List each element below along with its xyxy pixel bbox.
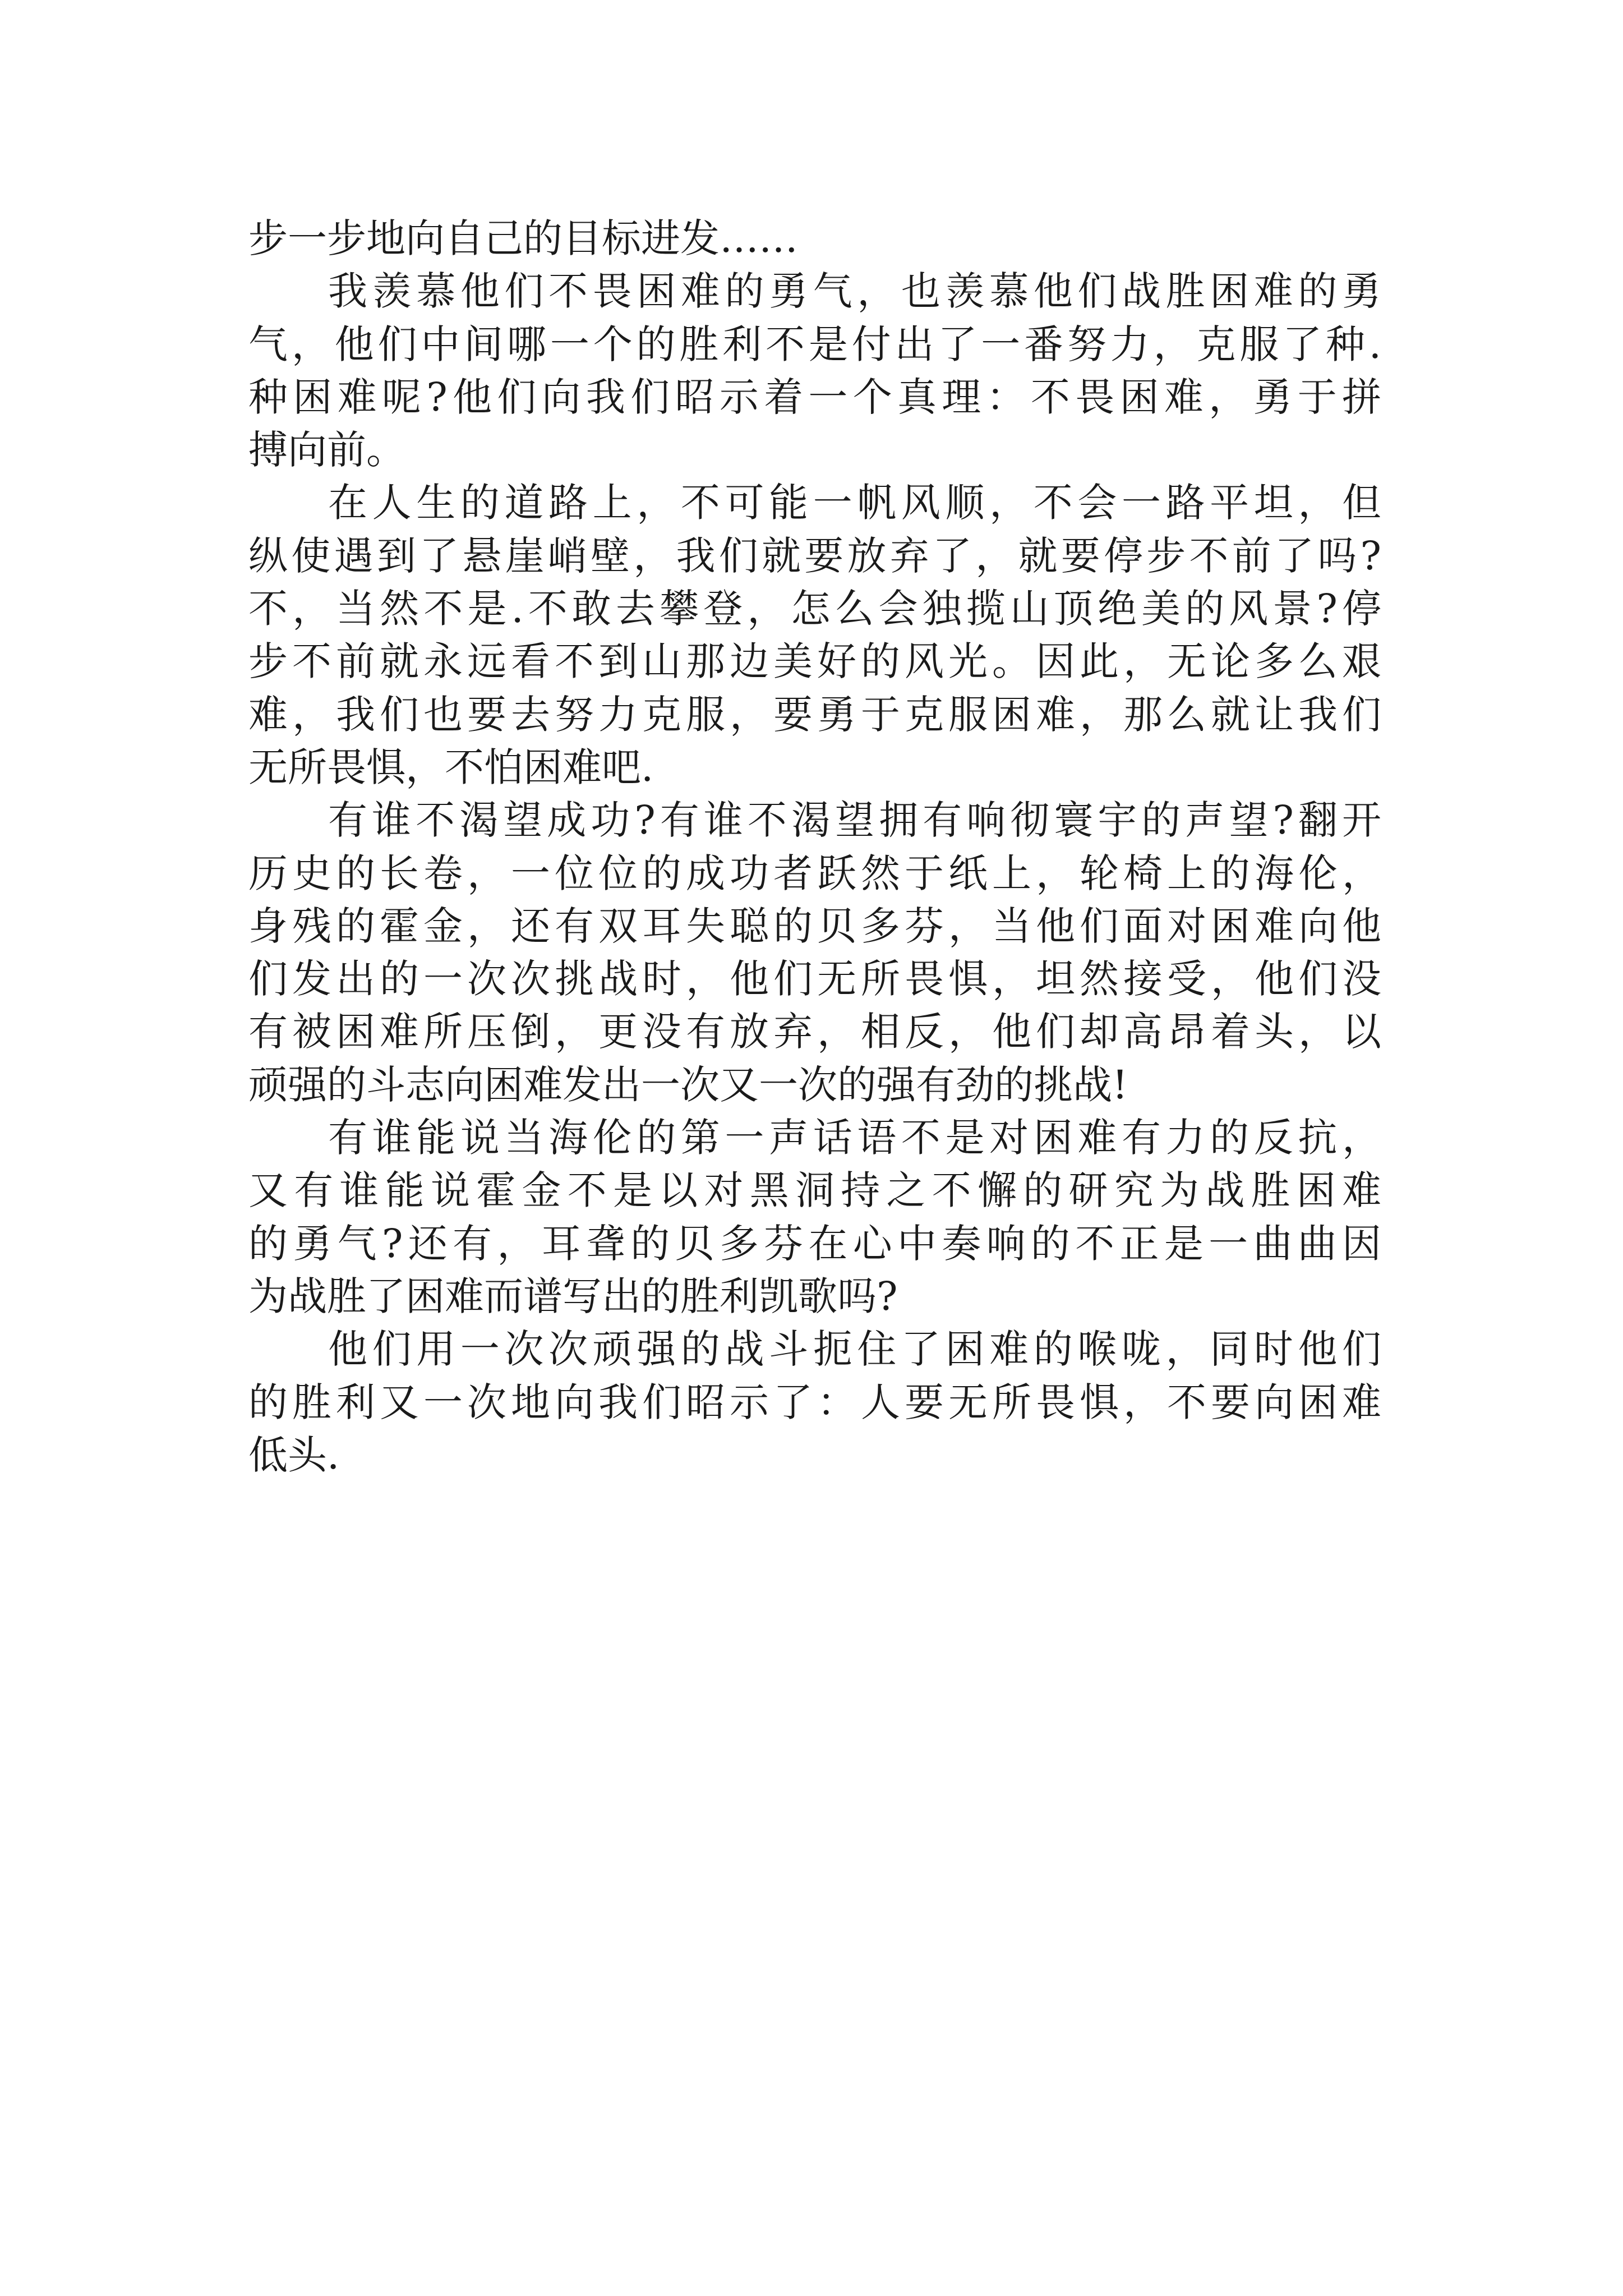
text-line: 又有谁能说霍金不是以对黑洞持之不懈的研究为战胜困难 (248, 1167, 1381, 1214)
paragraph-continuation (248, 212, 1381, 265)
paragraph (248, 1111, 1381, 1323)
text-line: 搏向前。 (248, 427, 405, 473)
text-line: 气，他们中间哪一个的胜利不是付出了一番努力，克服了种. (248, 321, 1381, 367)
text-line: 难，我们也要去努力克服，要勇于克服困难，那么就让我们 (248, 691, 1381, 738)
text-line: 他们用一次次顽强的战斗扼住了困难的喉咙，同时他们 (328, 1326, 1381, 1373)
text-line: 在人生的道路上，不可能一帆风顺，不会一路平坦，但 (328, 480, 1381, 526)
text-line: 身残的霍金，还有双耳失聪的贝多芬，当他们面对困难向他 (248, 903, 1381, 949)
text-line: 步不前就永远看不到山那边美好的风光。因此，无论多么艰 (248, 638, 1381, 685)
text-line: 我羡慕他们不畏困难的勇气，也羡慕他们战胜困难的勇 (328, 268, 1381, 315)
paragraph (248, 265, 1381, 476)
text-line: 的胜利又一次地向我们昭示了：人要无所畏惧，不要向困难 (248, 1379, 1381, 1425)
text-line: 步一步地向自己的目标进发…… (248, 215, 798, 261)
text-line: 历史的长卷，一位位的成功者跃然于纸上，轮椅上的海伦， (248, 850, 1381, 896)
paragraph (248, 794, 1381, 1111)
text-line: 不，当然不是.不敢去攀登，怎么会独揽山顶绝美的风景?停 (248, 586, 1381, 632)
text-line: 们发出的一次次挑战时，他们无所畏惧，坦然接受，他们没 (248, 956, 1381, 1002)
text-line: 无所畏惧，不怕困难吧. (248, 744, 654, 790)
text-line: 有谁能说当海伦的第一声话语不是对困难有力的反抗， (328, 1115, 1381, 1161)
text-line: 有被困难所压倒，更没有放弃，相反，他们却高昂着头，以 (248, 1009, 1381, 1055)
body-text (248, 212, 1381, 1481)
text-line: 有谁不渴望成功?有谁不渴望拥有响彻寰宇的声望?翻开 (328, 797, 1381, 844)
text-line: 低头. (248, 1432, 340, 1478)
text-line: 纵使遇到了悬崖峭壁，我们就要放弃了，就要停步不前了吗? (248, 532, 1381, 579)
text-line: 为战胜了困难而谱写出的胜利凯歌吗? (248, 1273, 898, 1319)
text-line: 的勇气?还有，耳聋的贝多芬在心中奏响的不正是一曲曲因 (248, 1220, 1381, 1267)
paragraph (248, 476, 1381, 794)
text-line: 顽强的斗志向困难发出一次又一次的强有劲的挑战! (248, 1061, 1128, 1108)
text-line: 种困难呢?他们向我们昭示着一个真理：不畏困难，勇于拼 (248, 374, 1381, 420)
paragraph (248, 1323, 1381, 1481)
